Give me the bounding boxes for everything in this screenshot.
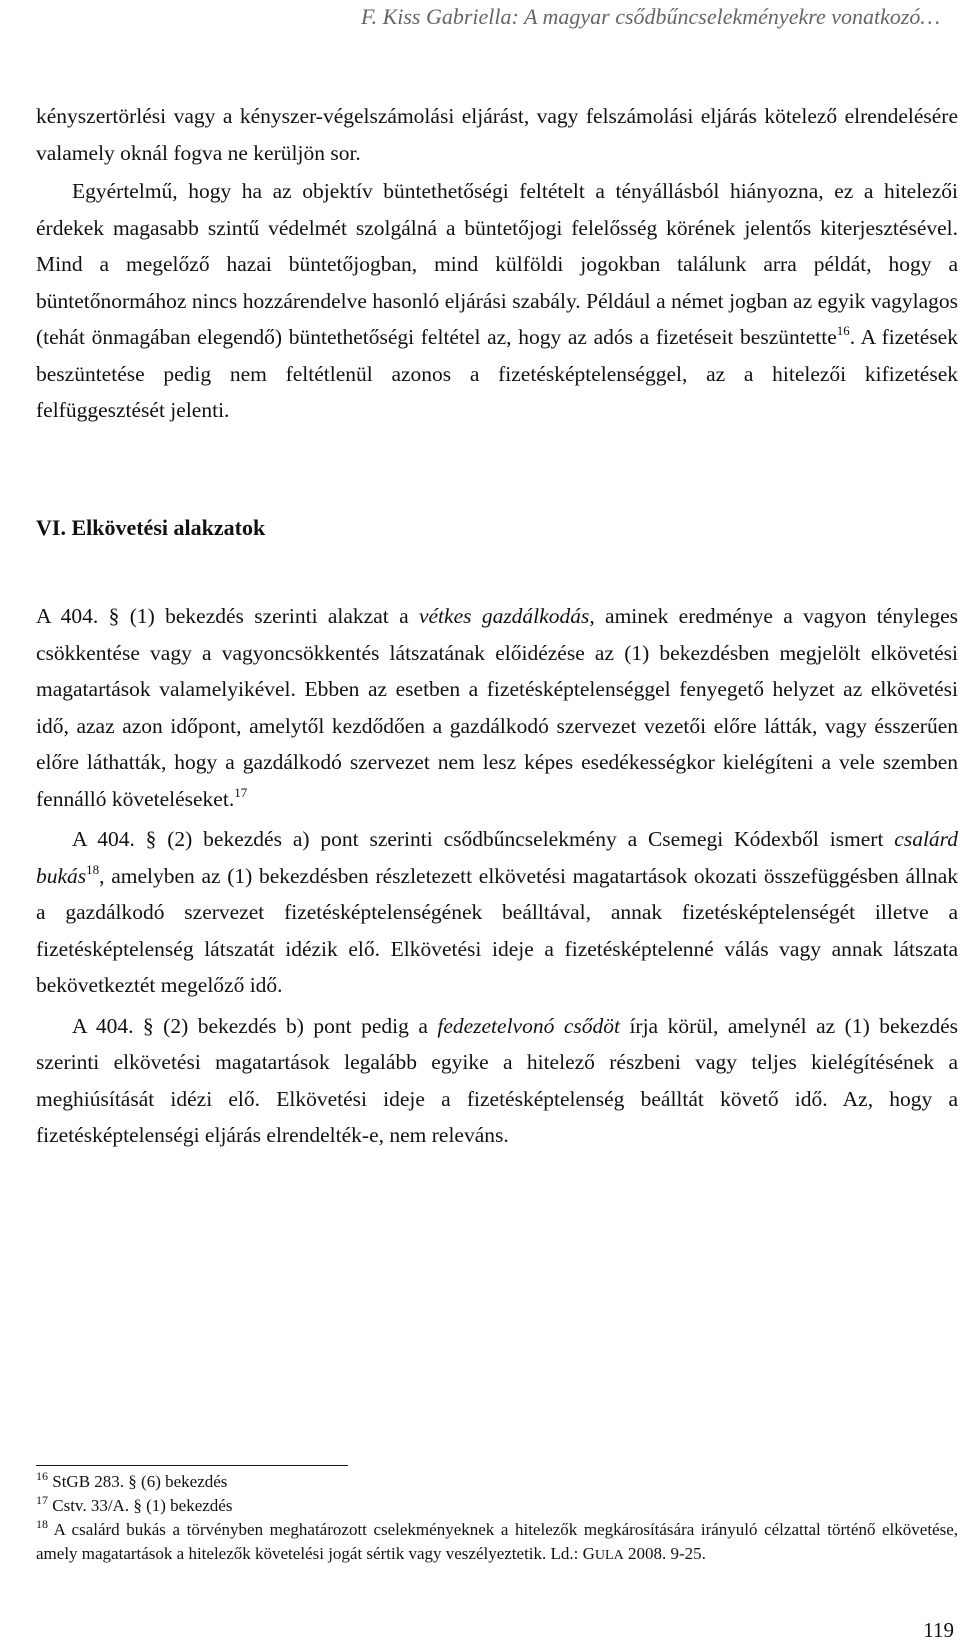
paragraph-text: A 404. § (2) bekezdés b) pont pedig a [72, 1013, 438, 1038]
author-name-smallcaps: ULA [594, 1548, 624, 1563]
footnote-ref-17[interactable]: 17 [234, 784, 248, 800]
paragraph-text: A 404. § (1) bekezdés szerinti alakzat a [36, 604, 419, 628]
paragraph-text: , aminek eredménye a vagyon tényleges csökkentése vagy a vagyoncsökkentés látszatának előidézése az (1) bekezdésben megjelölt elkövetési magatartások valamelyikével. Ebben az esetben a fizetésképtelenséggel fenyegető helyzet az elkövetési idő, azaz azon időpont, amelytől kezdődően a gazdálkodó szervezet vezetői előre látták, vagy ésszerűen előre láthatták, hogy a gazdálkodó szervezet nem lesz képes esedékességkor kielégíteni a vele szemben fennálló követeléseket. [36, 604, 959, 811]
paragraph-text: . A fizetések beszüntetése pedig nem feltétlenül azonos a fizetésképtelenséggel, az a hitelezői kifizetések felfüggesztését jelenti. [36, 325, 958, 422]
paragraph-asset-stripping [36, 1008, 958, 1154]
footnote-text: A csalárd bukás a törvényben meghatározott cselekményeknek a hitelezők megkárosítására irányuló célzattal történő elkövetése, amely magatartások a hitelezők követelési jogát sértik vagy veszélyeztetik. Ld.: [36, 1520, 959, 1563]
paragraph-fraudulent-bankruptcy [36, 821, 958, 1004]
page-number: 119 [923, 1618, 954, 1642]
paragraph-text: , amelyben az (1) bekezdésben részletezett elkövetési magatartások okozati összefüggésben állnak a gazdálkodó szervezet fizetésképtelenségének beálltával, annak fizetésképtelenségét illetve a fizetésképtelenség látszatát idézik elő. Elkövetési ideje a fizetésképtelenné válás vagy annak látszata bekövetkeztét megelőző idő. [36, 863, 958, 997]
footnote-ref-16[interactable]: 16 [836, 323, 850, 338]
paragraph-text: írja körül, amelynél az (1) bekezdés szerinti elkövetési magatartások legalább egyike a hitelező részbeni vagy teljes kielégítésének a meghiúsítását idézi elő. Elkövetési ideje a fizetésképtelenség beálltát követő idő. Az, hogy a fizetésképtelenségi eljárás elrendelték-e, nem releváns. [36, 1013, 958, 1147]
footnote-18 [36, 1518, 958, 1568]
footnote-separator [36, 1465, 348, 1466]
main-text-bottom [36, 598, 958, 1154]
author-initial: G [582, 1544, 595, 1563]
footnote-17 [36, 1494, 958, 1518]
emphasis-term: fedezetelvonó csődöt [437, 1013, 620, 1038]
footnote-number: 17 [36, 1493, 48, 1507]
footnote-text: StGB 283. § (6) bekezdés [52, 1472, 228, 1491]
footnote-text: 2008. 9-25. [623, 1544, 706, 1563]
paragraph-text: Egyértelmű, hogy ha az objektív büntethetőségi feltételt a tényállásból hiányozna, ez a hitelezői érdekek magasabb szintű védelmét szolgálná a büntetőjogi felelősség körének jelentős kiterjesztésével. Mind a megelőző hazai büntetőjogban, mind külföldi jogokban találunk arra példát, hogy a büntetőnormához nincs hozzárendelve hasonló eljárási szabály. Például a német jogban az egyik vagylagos (tehát önmagában elegendő) büntethetőségi feltétel az, hogy az adós a fizetéseit beszüntette [36, 179, 958, 349]
paragraph-continuation: kényszertörlési vagy a kényszer-végelszámolási eljárást, vagy felszámolási eljárás kötelező elrendelésére valamely oknál fogva ne kerüljön sor. [36, 104, 958, 165]
paragraph-objective-condition [36, 173, 958, 429]
section-heading: VI. Elkövetési alakzatok [36, 515, 266, 540]
footnotes [36, 1470, 958, 1568]
emphasis-term: vétkes gazdálkodás [418, 604, 590, 628]
paragraph-text: A 404. § (2) bekezdés a) pont szerinti csődbűncselekmény a Csemegi Kódexből ismert [72, 827, 895, 851]
footnote-number: 16 [36, 1469, 48, 1483]
footnote-number: 18 [36, 1517, 48, 1531]
main-text-top [36, 98, 958, 429]
emphasis-term: csalárd bukás [36, 827, 958, 888]
footnote-ref-18[interactable]: 18 [86, 861, 100, 877]
footnote-text: Cstv. 33/A. § (1) bekezdés [52, 1496, 233, 1515]
footnote-16 [36, 1470, 958, 1494]
running-header: F. Kiss Gabriella: A magyar csődbűncselekményekre vonatkozó… [360, 4, 940, 29]
paragraph-culpable-management [36, 598, 958, 817]
